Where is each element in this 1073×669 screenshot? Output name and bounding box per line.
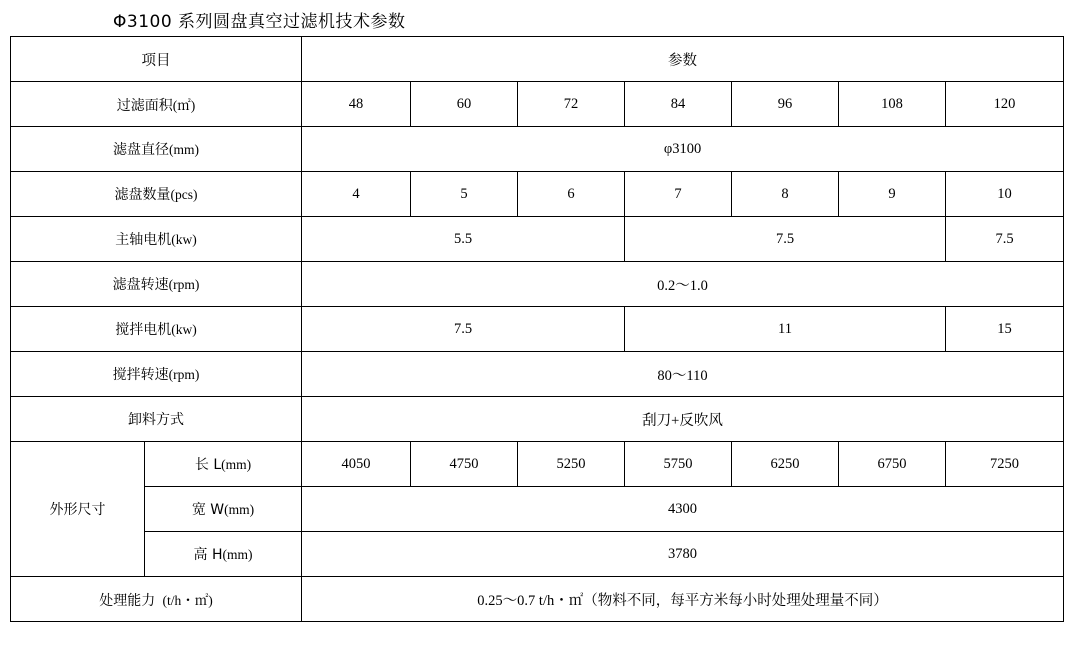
row-label-disc-diameter: 滤盘直径(mm) (11, 127, 302, 172)
cell-value-group: 7.5 (625, 217, 946, 262)
table-row (11, 217, 1064, 262)
cell-value-merged: 0.25～0.7 t/h・㎡（物料不同，每平方米每小时处理处理量不同） (302, 577, 1064, 622)
sub-label-length: 长 L(mm) (145, 442, 302, 487)
cell-value: 108 (839, 82, 946, 127)
cell-value-group: 7.5 (946, 217, 1064, 262)
cell-value: 96 (732, 82, 839, 127)
cell-value-merged: 刮刀+反吹风 (302, 397, 1064, 442)
table-header-row (11, 37, 1064, 82)
cell-value: 5250 (518, 442, 625, 487)
sub-label-height: 高 H(mm) (145, 532, 302, 577)
sub-label-width: 宽 W(mm) (145, 487, 302, 532)
page-title: Φ3100 系列圆盘真空过滤机技术参数 (113, 12, 406, 32)
cell-value: 6750 (839, 442, 946, 487)
cell-value: 8 (732, 172, 839, 217)
row-label-disc-count: 滤盘数量(pcs) (11, 172, 302, 217)
header-cell-params: 参数 (302, 37, 1064, 82)
table-row (11, 577, 1064, 622)
cell-value: 5 (411, 172, 518, 217)
cell-value: 5750 (625, 442, 732, 487)
cell-value-merged: 4300 (302, 487, 1064, 532)
table-row (11, 487, 1064, 532)
cell-value: 4050 (302, 442, 411, 487)
cell-value: 48 (302, 82, 411, 127)
table-row (11, 352, 1064, 397)
cell-value: 60 (411, 82, 518, 127)
cell-value-group: 7.5 (302, 307, 625, 352)
cell-value: 120 (946, 82, 1064, 127)
cell-value: 10 (946, 172, 1064, 217)
cell-value-merged: 0.2～1.0 (302, 262, 1064, 307)
row-label-agitator-motor: 搅拌电机(kw) (11, 307, 302, 352)
row-label-filter-area: 过滤面积(㎡) (11, 82, 302, 127)
cell-value: 72 (518, 82, 625, 127)
cell-value-merged: 3780 (302, 532, 1064, 577)
row-label-discharge-mode: 卸料方式 (11, 397, 302, 442)
table-row (11, 127, 1064, 172)
cell-value-merged: 80～110 (302, 352, 1064, 397)
cell-value: 9 (839, 172, 946, 217)
cell-value-group: 5.5 (302, 217, 625, 262)
cell-value: 84 (625, 82, 732, 127)
table-row (11, 397, 1064, 442)
header-cell-item: 项目 (11, 37, 302, 82)
row-label-dimensions: 外形尺寸 (11, 442, 145, 577)
cell-value-group: 11 (625, 307, 946, 352)
cell-value: 7 (625, 172, 732, 217)
row-label-agitator-speed: 搅拌转速(rpm) (11, 352, 302, 397)
cell-value: 4750 (411, 442, 518, 487)
row-label-capacity: 处理能力 (t/h・㎡) (11, 577, 302, 622)
table-row (11, 442, 1064, 487)
row-label-main-motor: 主轴电机(kw) (11, 217, 302, 262)
cell-value: 6 (518, 172, 625, 217)
cell-value: 7250 (946, 442, 1064, 487)
table-row (11, 532, 1064, 577)
table-row (11, 82, 1064, 127)
table-row (11, 172, 1064, 217)
cell-value: 4 (302, 172, 411, 217)
cell-value-group: 15 (946, 307, 1064, 352)
cell-value-merged: φ3100 (302, 127, 1064, 172)
table-row (11, 307, 1064, 352)
cell-value: 6250 (732, 442, 839, 487)
table-row (11, 262, 1064, 307)
row-label-disc-speed: 滤盘转速(rpm) (11, 262, 302, 307)
spec-table (10, 36, 1064, 622)
